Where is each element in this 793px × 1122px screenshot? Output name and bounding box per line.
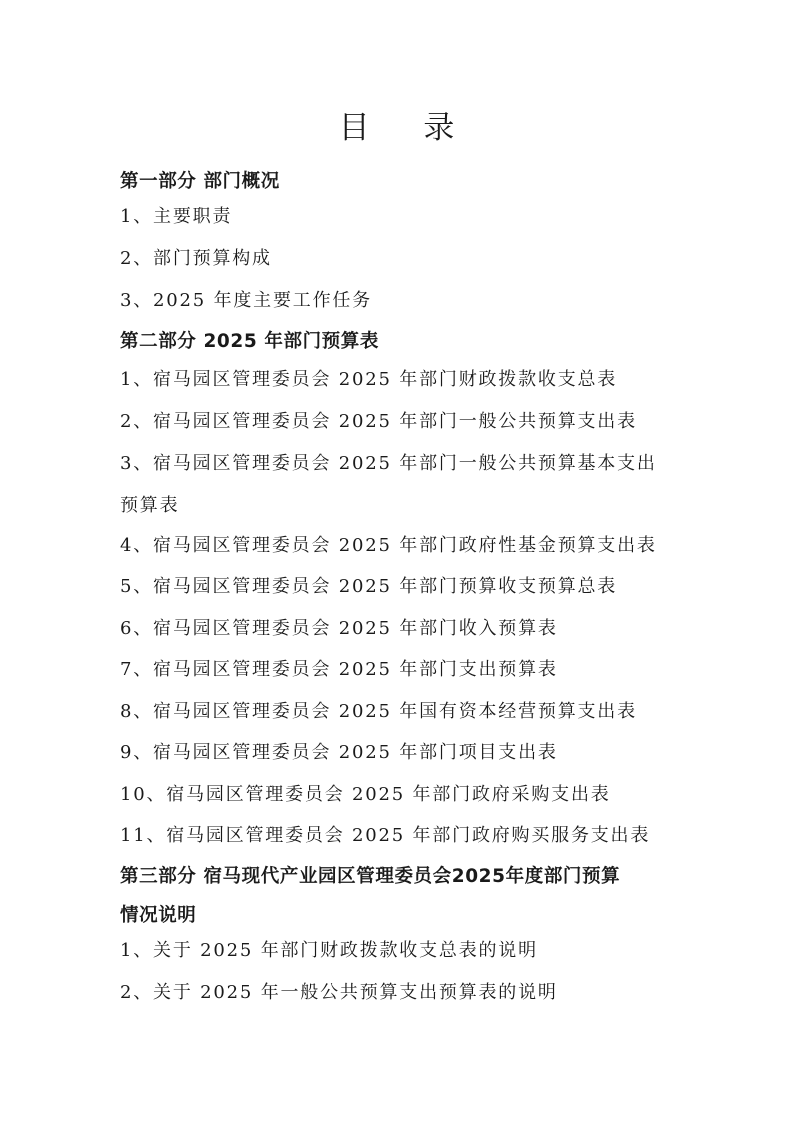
part2-item-1: 1、宿马园区管理委员会 2025 年部门财政拨款收支总表 — [120, 369, 618, 390]
part2-item-5: 5、宿马园区管理委员会 2025 年部门预算收支预算总表 — [120, 576, 618, 597]
part2-heading: 第二部分 2025 年部门预算表 — [120, 331, 379, 352]
part1-heading: 第一部分 部门概况 — [120, 171, 280, 192]
part2-item-10: 10、宿马园区管理委员会 2025 年部门政府采购支出表 — [120, 784, 611, 805]
part2-item-6: 6、宿马园区管理委员会 2025 年部门收入预算表 — [120, 618, 558, 639]
part2-item-3-cont: 预算表 — [120, 495, 180, 516]
toc-title: 目 录 — [338, 110, 477, 146]
part3-heading-cont: 情况说明 — [120, 905, 197, 926]
part2-item-2: 2、宿马园区管理委员会 2025 年部门一般公共预算支出表 — [120, 411, 637, 432]
part1-item-2: 2、部门预算构成 — [120, 248, 272, 269]
part1-item-3: 3、2025 年度主要工作任务 — [120, 290, 372, 311]
part3-heading: 第三部分 宿马现代产业园区管理委员会2025年度部门预算 — [120, 866, 621, 887]
part1-item-1: 1、主要职责 — [120, 206, 233, 227]
part2-item-8: 8、宿马园区管理委员会 2025 年国有资本经营预算支出表 — [120, 701, 637, 722]
part3-item-1: 1、关于 2025 年部门财政拨款收支总表的说明 — [120, 940, 538, 961]
part2-item-7: 7、宿马园区管理委员会 2025 年部门支出预算表 — [120, 659, 558, 680]
part2-item-3: 3、宿马园区管理委员会 2025 年部门一般公共预算基本支出 — [120, 453, 657, 474]
part2-item-4: 4、宿马园区管理委员会 2025 年部门政府性基金预算支出表 — [120, 535, 657, 556]
part2-item-11: 11、宿马园区管理委员会 2025 年部门政府购买服务支出表 — [120, 825, 651, 846]
part3-item-2: 2、关于 2025 年一般公共预算支出预算表的说明 — [120, 982, 558, 1003]
part2-item-9: 9、宿马园区管理委员会 2025 年部门项目支出表 — [120, 742, 558, 763]
